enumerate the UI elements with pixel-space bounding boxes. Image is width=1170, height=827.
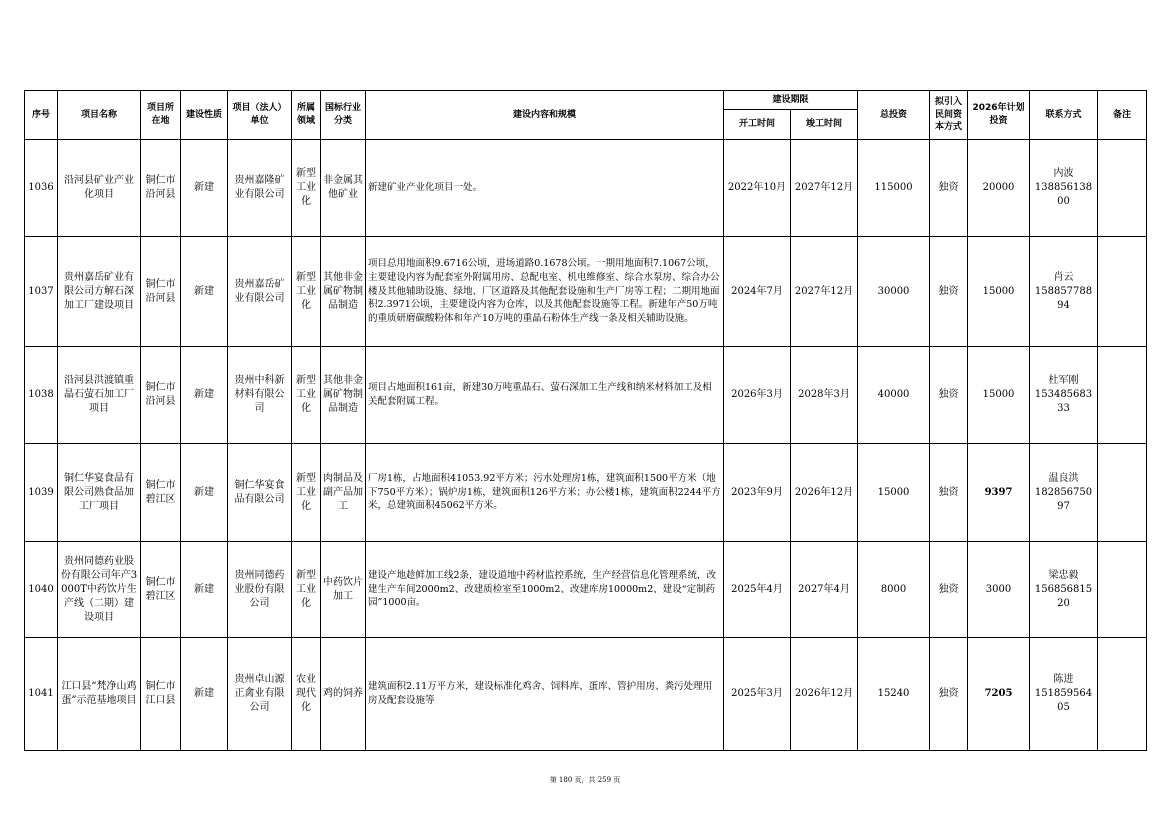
cell-field: 农业现代化 [292,638,321,751]
cell-plan2026: 9397 [968,444,1030,542]
header-unit: 项目（法人）单位 [228,91,292,140]
cell-remark [1098,140,1147,237]
cell-contact [1030,638,1098,751]
cell-nature: 新建 [181,140,228,237]
project-table [24,90,1147,751]
cell-contact [1030,237,1098,347]
cell-plan2026: 20000 [968,140,1030,237]
cell-location: 铜仁市沿河县 [141,347,181,444]
header-start: 开工时间 [724,110,791,140]
contact-name: 温良洪 [1048,472,1079,484]
cell-remark [1098,347,1147,444]
cell-start: 2025年4月 [724,542,791,638]
cell-field: 新型工业化 [292,444,321,542]
page-number: 第 180 页，共 259 页 [549,776,621,784]
header-end: 竣工时间 [791,110,858,140]
cell-remark [1098,638,1147,751]
cell-location: 铜仁市江口县 [141,638,181,751]
table-row [25,347,1147,444]
cell-total: 8000 [858,542,930,638]
contact-phone: 15348568333 [1034,389,1093,414]
header-field: 所属领域 [292,91,321,140]
header-remark: 备注 [1098,91,1147,140]
contact-phone: 13885613800 [1034,182,1093,207]
header-method: 拟引入民间资本方式 [930,91,968,140]
cell-unit: 贵州嘉隆矿业有限公司 [228,140,292,237]
cell-location: 铜仁市碧江区 [141,444,181,542]
cell-seq: 1040 [25,542,58,638]
cell-nature: 新建 [181,638,228,751]
cell-seq: 1039 [25,444,58,542]
cell-total: 115000 [858,140,930,237]
cell-contact [1030,444,1098,542]
cell-remark [1098,444,1147,542]
contact-name: 内波 [1053,168,1074,179]
cell-contact [1030,140,1098,237]
contact-name: 陈进 [1053,674,1074,685]
contact-phone: 15685681520 [1034,583,1093,609]
cell-industry: 其他非金属矿物制品制造 [321,347,366,444]
cell-name: 贵州同德药业股份有限公司年产3000T中药饮片生产线（二期）建设项目 [58,542,141,638]
cell-method: 独资 [930,638,968,751]
cell-unit: 贵州嘉岳矿业有限公司 [228,237,292,347]
cell-nature: 新建 [181,542,228,638]
cell-end: 2027年4月 [791,542,858,638]
table-row [25,638,1147,751]
cell-remark [1098,237,1147,347]
cell-unit: 贵州中科新材料有限公司 [228,347,292,444]
cell-name: 铜仁华宴食品有限公司熟食品加工厂项目 [58,444,141,542]
cell-unit: 贵州卓山源正禽业有限公司 [228,638,292,751]
contact-phone: 15185956405 [1034,688,1093,713]
cell-industry: 其他非金属矿物制品制造 [321,237,366,347]
cell-name: 沿河县矿业产业化项目 [58,140,141,237]
table-row [25,444,1147,542]
cell-method: 独资 [930,542,968,638]
cell-location: 铜仁市沿河县 [141,237,181,347]
cell-seq: 1037 [25,237,58,347]
cell-content: 项目总用地面积9.6716公顷，进场道路0.1678公顷。一期用地面积7.1067公顷，主要建设内容为配套室外附属用房、总配电室、机电维修室、综合水泵房、综合办公楼及其他辅助设施、绿地、厂区道路及其他配套设施和生产厂房等工程；二期用地面积2.3971公顷，主要建设内容为仓库，以及其他配套设施等工程。新建年产50万吨的重质研磨碳酸粉体和年产10万吨的重晶石粉体生产线一条及相关辅助设施。 [366,237,724,347]
cell-name: 贵州嘉岳矿业有限公司方解石深加工厂建设项目 [58,237,141,347]
contact-phone: 15885778894 [1034,285,1093,311]
cell-plan2026: 7205 [968,638,1030,751]
cell-method: 独资 [930,444,968,542]
cell-remark [1098,542,1147,638]
header-contact: 联系方式 [1030,91,1098,140]
cell-field: 新型工业化 [292,347,321,444]
header-location: 项目所在地 [141,91,181,140]
cell-content: 厂房1栋，占地面积41053.92平方米；污水处理房1栋，建筑面积1500平方米（地下750平方米）；锅炉房1栋，建筑面积126平方米；办公楼1栋，建筑面积2244平方米，总建筑面积45062平方米。 [366,444,724,542]
cell-end: 2028年3月 [791,347,858,444]
cell-unit: 铜仁华宴食品有限公司 [228,444,292,542]
cell-end: 2027年12月 [791,140,858,237]
cell-total: 40000 [858,347,930,444]
cell-content: 建筑面积2.11万平方米，建设标准化鸡舍、饲料库、蛋库、管护用房、粪污处理用房及配套设施等 [366,638,724,751]
cell-start: 2025年3月 [724,638,791,751]
cell-industry: 肉制品及副产品加工 [321,444,366,542]
cell-plan2026: 15000 [968,237,1030,347]
table-row [25,140,1147,237]
cell-start: 2023年9月 [724,444,791,542]
cell-name: 沿河县洪渡镇重晶石萤石加工厂项目 [58,347,141,444]
cell-total: 15240 [858,638,930,751]
cell-method: 独资 [930,140,968,237]
header-content: 建设内容和规模 [366,91,724,140]
cell-start: 2024年7月 [724,237,791,347]
cell-end: 2027年12月 [791,237,858,347]
cell-field: 新型工业化 [292,140,321,237]
cell-seq: 1041 [25,638,58,751]
header-nature: 建设性质 [181,91,228,140]
cell-end: 2026年12月 [791,638,858,751]
cell-plan2026: 3000 [968,542,1030,638]
cell-contact [1030,347,1098,444]
header-period: 建设期限 [724,91,858,110]
cell-field: 新型工业化 [292,542,321,638]
cell-plan2026: 15000 [968,347,1030,444]
header-industry: 国标行业分类 [321,91,366,140]
table-row [25,237,1147,347]
cell-end: 2026年12月 [791,444,858,542]
cell-method: 独资 [930,237,968,347]
cell-name: 江口县“梵净山鸡蛋”示范基地项目 [58,638,141,751]
contact-phone: 18285675097 [1034,486,1093,512]
contact-name: 肖云 [1053,271,1074,283]
header-total: 总投资 [858,91,930,140]
cell-start: 2022年10月 [724,140,791,237]
cell-method: 独资 [930,347,968,444]
cell-nature: 新建 [181,237,228,347]
cell-total: 15000 [858,444,930,542]
cell-content: 建设产地趁鲜加工线2条，建设道地中药材监控系统，生产经营信息化管理系统，改建生产车间2000m2、改建质检室至1000m2、改建库房10000m2、建设“定制药园”1000亩。 [366,542,724,638]
cell-nature: 新建 [181,347,228,444]
cell-unit: 贵州同德药业股份有限公司 [228,542,292,638]
cell-seq: 1038 [25,347,58,444]
contact-name: 杜军刚 [1048,375,1079,386]
cell-start: 2026年3月 [724,347,791,444]
cell-total: 30000 [858,237,930,347]
cell-contact [1030,542,1098,638]
cell-content: 新建矿业产业化项目一处。 [366,140,724,237]
cell-seq: 1036 [25,140,58,237]
table-row [25,542,1147,638]
cell-location: 铜仁市碧江区 [141,542,181,638]
header-seq: 序号 [25,91,58,140]
contact-name: 梁忠毅 [1048,569,1079,581]
cell-industry: 鸡的饲养 [321,638,366,751]
header-plan2026: 2026年计划投资 [968,91,1030,140]
cell-location: 铜仁市沿河县 [141,140,181,237]
cell-industry: 中药饮片加工 [321,542,366,638]
cell-field: 新型工业化 [292,237,321,347]
cell-content: 项目占地面积161亩，新建30万吨重晶石、萤石深加工生产线和纳米材料加工及相关配套附属工程。 [366,347,724,444]
cell-industry: 非金属其他矿业 [321,140,366,237]
cell-nature: 新建 [181,444,228,542]
header-name: 项目名称 [58,91,141,140]
